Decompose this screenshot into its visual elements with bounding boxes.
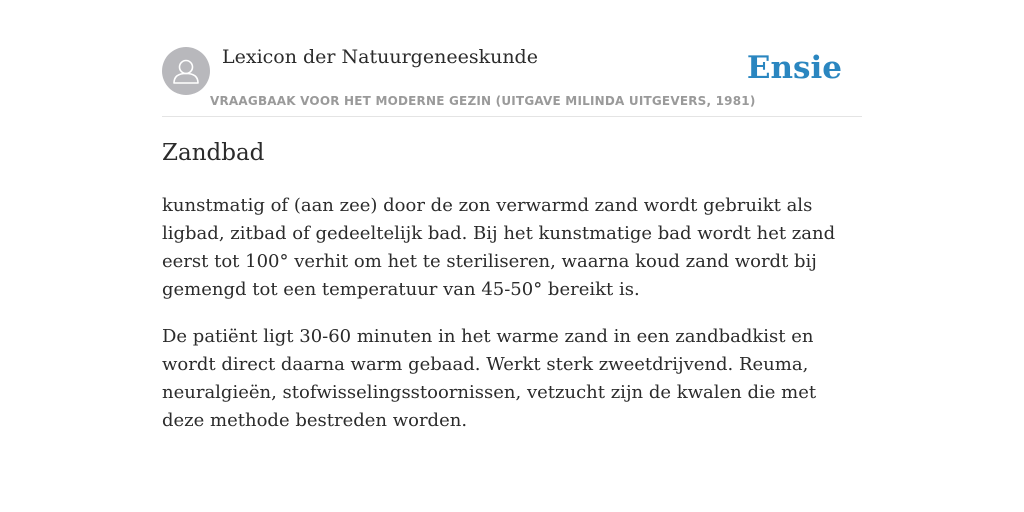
brand-logo[interactable]: Ensie	[746, 50, 842, 86]
source-title[interactable]: Lexicon der Natuurgeneeskunde	[222, 46, 538, 68]
user-avatar-icon[interactable]	[162, 47, 210, 95]
entry-paragraph: kunstmatig of (aan zee) door de zon verwarmd zand wordt gebruikt als ligbad, zitbad of gedeeltelijk bad. Bij het kunstmatige bad wordt het zand eerst tot 100° verhit om het te steriliseren, waarna koud zand wordt bij gemengd tot een temperatuur van 45-50° bereikt is.	[162, 195, 836, 300]
source-header	[162, 40, 862, 117]
entry-body	[162, 192, 862, 454]
source-subtitle: VRAAGBAAK VOOR HET MODERNE GEZIN (UITGAVE MILINDA UITGEVERS, 1981)	[210, 94, 756, 108]
entry-paragraph: De patiënt ligt 30-60 minuten in het warme zand in een zandbadkist en wordt direct daarna warm gebaad. Werkt sterk zweetdrijvend. Reuma, neuralgieën, stofwisselingsstoornissen, vetzucht zijn de kwalen die met deze methode bestreden worden.	[162, 326, 817, 431]
entry-title: Zandbad	[162, 140, 265, 166]
